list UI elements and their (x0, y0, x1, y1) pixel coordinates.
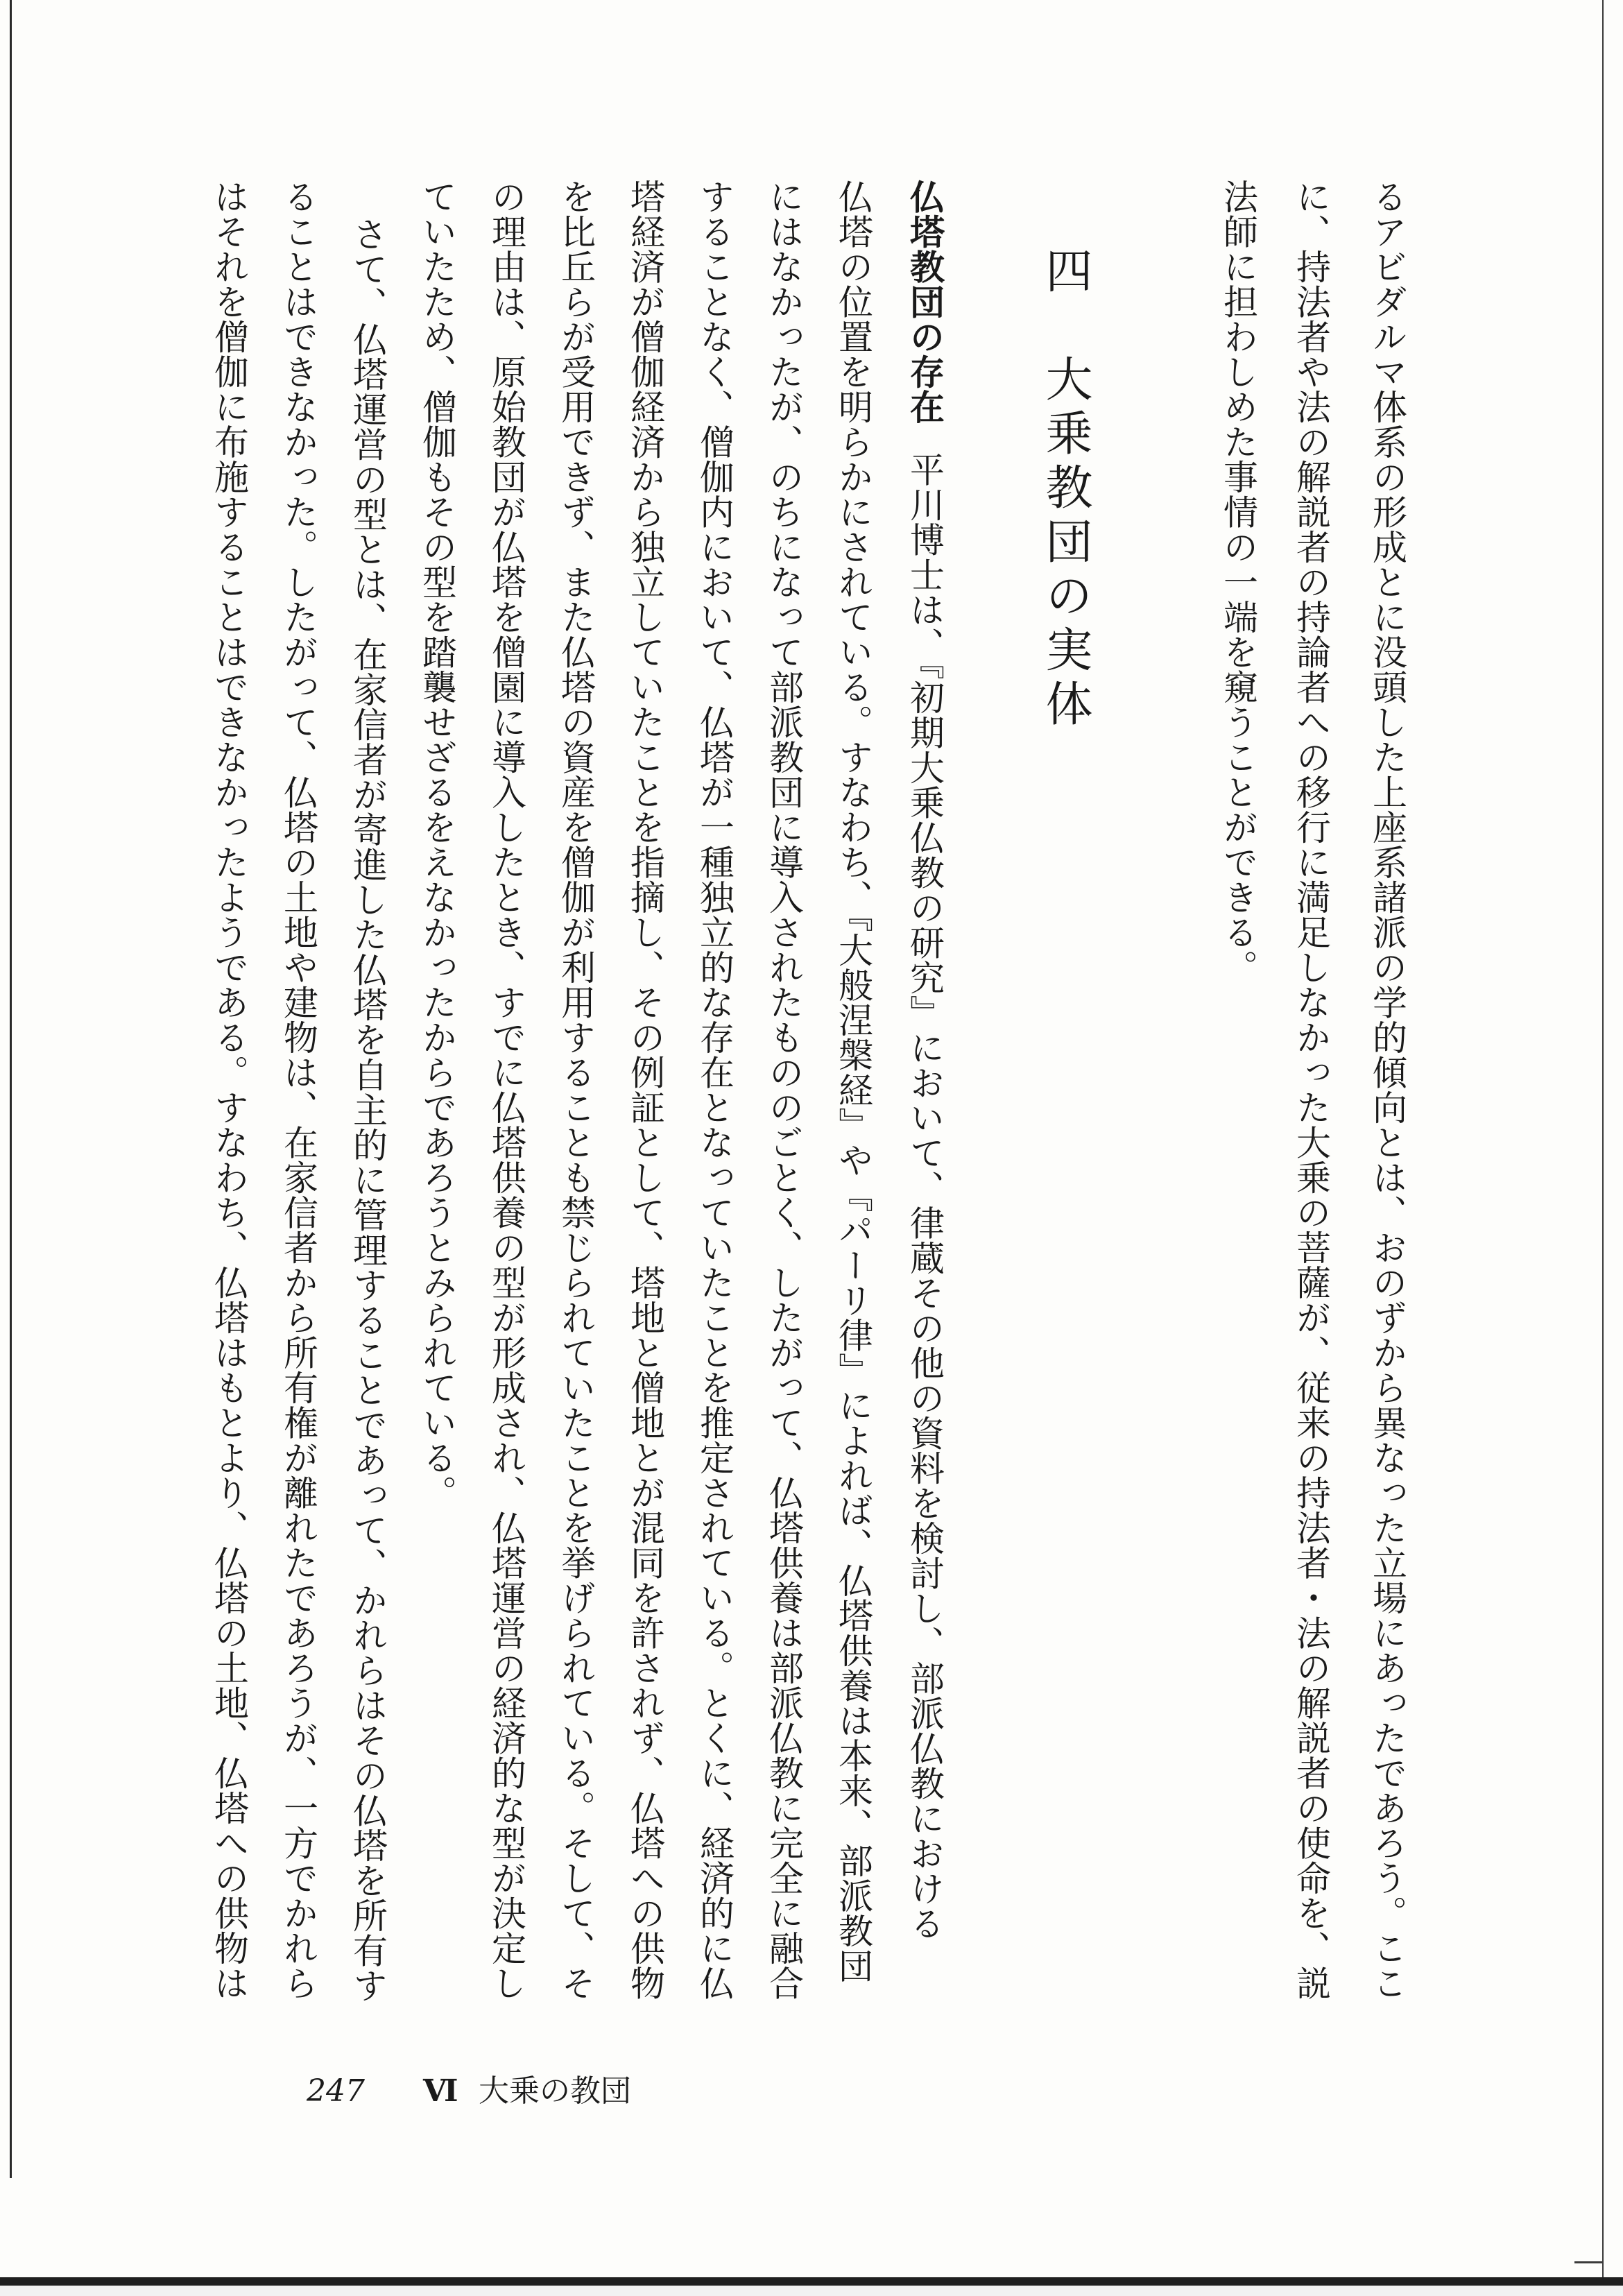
chapter-numeral: Ⅵ (423, 2073, 458, 2109)
text-column: を比丘らが受用できず、また仏塔の資産を僧伽が利用することも禁じられていたことを挙げられている。そして、そ (556, 179, 596, 2001)
scan-edge-bottom (0, 2277, 1623, 2286)
scan-edge-bottom-light (0, 2286, 1623, 2296)
scan-edge-left (10, 0, 12, 2178)
subsection-heading: 仏塔教団の存在 (904, 179, 945, 425)
paragraph-start-column: さて、仏塔運営の型とは、在家信者が寄進した仏塔を自主的に管理することであって、かれらはその仏塔を所有す (347, 216, 388, 2003)
text-column: はそれを僧伽に布施することはできなかったようである。すなわち、仏塔はもとより、仏塔の土地、仏塔への供物は (209, 179, 249, 2001)
scan-edge-right (1602, 0, 1604, 2282)
text-column: することなく、僧伽内において、仏塔が一種独立的な存在となっていたことを推定されている。とくに、経済的に仏 (694, 179, 735, 2001)
text-column: るアビダルマ体系の形成とに没頭した上座系諸派の学的傾向とは、おのずから異なった立場にあったであろう。ここ (1367, 179, 1407, 2001)
chapter-title: 大乗の教団 (479, 2073, 631, 2109)
subsection-column-text: 平川博士は、『初期大乗仏教の研究』において、律蔵その他の資料を検討し、部派仏教における (904, 452, 945, 1941)
text-column: 塔経済が僧伽経済から独立していたことを指摘し、その例証として、塔地と僧地とが混同を許されず、仏塔への供物 (625, 179, 665, 2001)
text-column: 仏塔の位置を明らかにされている。すなわち、『大般涅槃経』や『パーリ律』によれば、仏塔供養は本来、部派教団 (833, 179, 873, 1983)
text-column: 法師に担わしめた事情の一端を窺うことができる。 (1218, 179, 1258, 985)
subsection-column (904, 179, 945, 2010)
text-column: にはなかったが、のちになって部派教団に導入されたもののごとく、したがって、仏塔供養は部派仏教に完全に融合 (764, 179, 804, 2001)
text-column: ることはできなかった。したがって、仏塔の土地や建物は、在家信者から所有権が離れたであろうが、一方でかれら (278, 179, 318, 2001)
text-column: の理由は、原始教団が仏塔を僧園に導入したとき、すでに仏塔供養の型が形成され、仏塔運営の経済的な型が決定し (486, 179, 526, 2001)
scan-edge-right-corner (1574, 2261, 1604, 2263)
section-heading: 四 大乗教団の実体 (1038, 246, 1092, 733)
text-column: ていたため、僧伽もその型を踏襲せざるをえなかったからであろうとみられている。 (417, 179, 457, 1510)
text-column: に、持法者や法の解説者の持論者への移行に満足しなかった大乗の菩薩が、従来の持法者・法の解説者の使命を、説 (1291, 179, 1331, 2001)
page-number: 247 (307, 2073, 365, 2109)
